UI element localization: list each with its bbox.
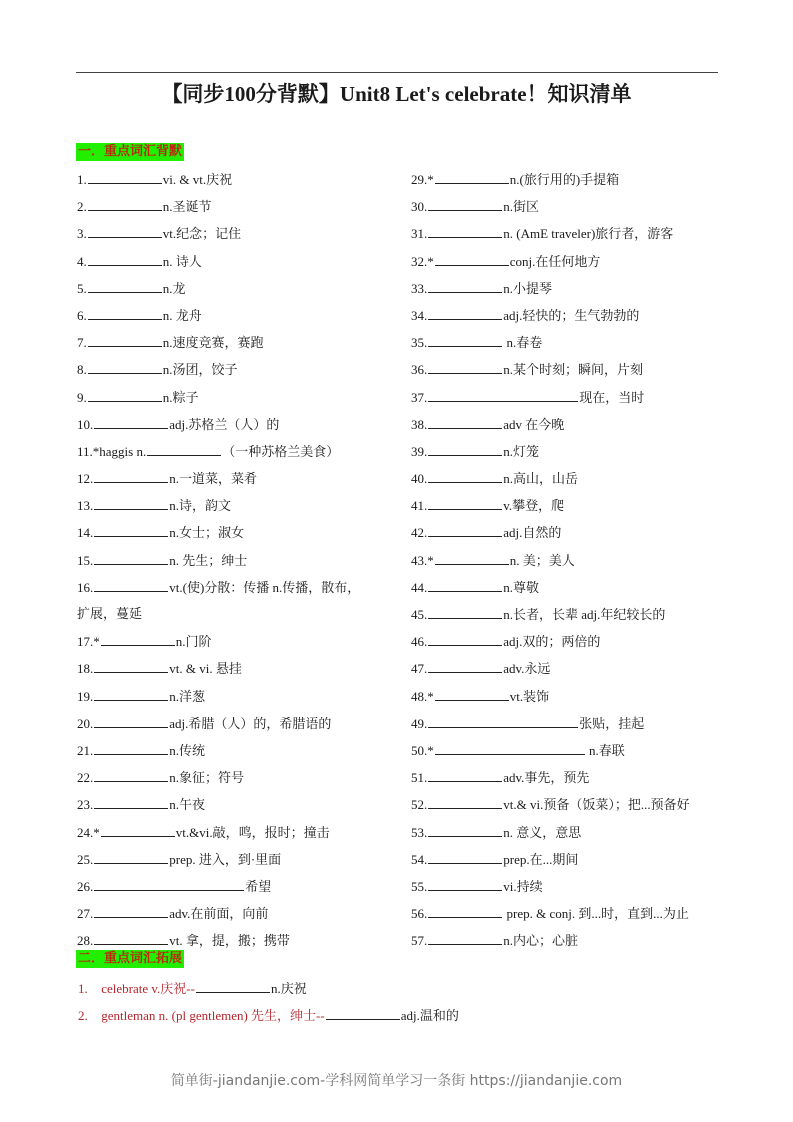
vocab-item <box>411 577 731 604</box>
item-definition: 扩展，蔓延 <box>77 606 143 621</box>
item-number: 47. <box>411 661 428 677</box>
vocab-item <box>77 169 397 196</box>
item-definition: n. 龙舟 <box>162 307 202 323</box>
item-number: 30. <box>411 199 428 215</box>
vocab-item <box>411 604 731 631</box>
item-definition: n.圣诞节 <box>162 199 212 215</box>
item-definition: n.粽子 <box>162 389 199 405</box>
answer-blank[interactable] <box>94 658 168 673</box>
item-number: 16. <box>77 579 94 595</box>
item-definition: n.内心；心脏 <box>503 933 579 949</box>
answer-blank[interactable] <box>428 522 502 537</box>
item-definition: n.高山，山岳 <box>503 471 579 487</box>
vocab-item <box>77 822 397 849</box>
vocab-item <box>77 414 397 441</box>
answer-blank[interactable] <box>428 441 502 456</box>
item-number: 35. <box>411 335 428 351</box>
header-rule <box>76 72 718 73</box>
item-definition: n.传统 <box>169 742 206 758</box>
vocab-item <box>411 822 731 849</box>
item-number: 50.* <box>411 742 434 758</box>
answer-blank[interactable] <box>94 930 168 945</box>
vocab-item <box>77 767 397 794</box>
vocab-item <box>411 794 731 821</box>
vocab-item <box>411 713 731 740</box>
answer-blank[interactable] <box>428 604 502 619</box>
vocab-item <box>411 332 731 359</box>
item-definition: adv 在今晚 <box>503 416 565 432</box>
answer-blank[interactable] <box>428 223 502 238</box>
item-definition: n.灯笼 <box>503 443 540 459</box>
item-definition: vt.(使)分散：传播 n.传播，散布， <box>169 579 361 595</box>
extension-number: 2. <box>78 1008 88 1023</box>
section-heading-vocab-extension: 二．重点词汇拓展 <box>78 951 183 966</box>
item-number: 46. <box>411 634 428 650</box>
answer-blank[interactable] <box>88 251 162 266</box>
item-number: 52. <box>411 797 428 813</box>
item-number: 10. <box>77 416 94 432</box>
answer-blank[interactable] <box>428 713 578 728</box>
item-definition: vt.&vi.敲，鸣，报时；撞击 <box>175 824 330 840</box>
answer-blank[interactable] <box>94 686 168 701</box>
answer-blank[interactable] <box>435 686 509 701</box>
answer-blank[interactable] <box>326 1005 400 1020</box>
vocab-item <box>411 387 731 414</box>
item-definition: 张贴，挂起 <box>579 715 645 731</box>
answer-blank[interactable] <box>428 767 502 782</box>
item-number: 36. <box>411 362 428 378</box>
vocab-item <box>411 930 731 957</box>
item-definition: n.尊敬 <box>503 579 540 595</box>
answer-blank[interactable] <box>94 414 168 429</box>
answer-blank[interactable] <box>196 978 270 993</box>
item-definition: n.汤团，饺子 <box>162 362 238 378</box>
answer-blank[interactable] <box>88 278 162 293</box>
vocab-item <box>77 305 397 332</box>
item-number: 43.* <box>411 552 434 568</box>
item-definition: n.诗，韵文 <box>169 498 232 514</box>
vocab-item <box>411 550 731 577</box>
answer-blank[interactable] <box>147 441 221 456</box>
item-definition: adj.双的；两倍的 <box>503 634 601 650</box>
item-definition: n.春卷 <box>503 335 543 351</box>
item-number: 54. <box>411 851 428 867</box>
item-definition: adv.在前面，向前 <box>169 906 269 922</box>
item-number: 44. <box>411 579 428 595</box>
answer-blank[interactable] <box>94 849 168 864</box>
vocab-item <box>411 849 731 876</box>
item-number: 51. <box>411 770 428 786</box>
vocab-item <box>411 169 731 196</box>
answer-blank[interactable] <box>94 876 244 891</box>
item-number: 26. <box>77 878 94 894</box>
item-number: 23. <box>77 797 94 813</box>
vocab-item <box>77 387 397 414</box>
item-number: 1. <box>77 172 87 187</box>
answer-blank[interactable] <box>428 332 502 347</box>
item-definition: n.门阶 <box>175 634 212 650</box>
item-number: 8. <box>77 362 87 378</box>
item-definition: adv.永远 <box>503 661 551 677</box>
answer-blank[interactable] <box>435 550 509 565</box>
item-number: 33. <box>411 280 428 296</box>
item-number: 49. <box>411 715 428 731</box>
item-definition: 希望 <box>245 878 272 894</box>
vocab-item <box>411 441 731 468</box>
item-number: 45. <box>411 607 428 622</box>
vocab-item <box>411 740 731 767</box>
item-definition: prep.在...期间 <box>503 851 579 867</box>
item-definition: n.午夜 <box>169 797 206 813</box>
item-number: 53. <box>411 824 428 840</box>
answer-blank[interactable] <box>428 278 502 293</box>
vocab-item <box>77 903 397 930</box>
item-definition: v.攀登，爬 <box>503 498 565 514</box>
item-number: 6. <box>77 307 87 323</box>
item-number: 48.* <box>411 688 434 704</box>
vocab-item <box>411 305 731 332</box>
answer-blank[interactable] <box>94 903 168 918</box>
item-number: 34. <box>411 307 428 323</box>
item-number: 37. <box>411 389 428 405</box>
item-definition: adj.苏格兰（人）的 <box>169 416 280 432</box>
vocab-item <box>411 223 731 250</box>
vocab-item <box>77 251 397 278</box>
item-definition: adj.自然的 <box>503 525 562 541</box>
extension-answer-def: n.庆祝 <box>270 981 307 996</box>
vocab-item <box>77 278 397 305</box>
vocab-item <box>411 631 731 658</box>
item-definition: vt.& vi.预备（饭菜）；把...预备好 <box>503 797 690 813</box>
item-number: 29.* <box>411 172 434 187</box>
answer-blank[interactable] <box>428 468 502 483</box>
answer-blank[interactable] <box>94 577 168 592</box>
item-number: 2. <box>77 199 87 215</box>
item-number: 27. <box>77 906 94 922</box>
extension-item-2 <box>78 1005 459 1024</box>
answer-blank[interactable] <box>88 169 162 184</box>
item-number: 28. <box>77 933 94 949</box>
item-definition: n. 先生；绅士 <box>169 552 248 568</box>
item-definition: adj.轻快的；生气勃勃的 <box>503 307 640 323</box>
vocab-item <box>411 468 731 495</box>
item-number: 57. <box>411 933 428 949</box>
item-number: 4. <box>77 253 87 269</box>
item-definition: n. 美；美人 <box>509 552 575 568</box>
item-definition: conj.在任何地方 <box>509 253 601 269</box>
item-number: 56. <box>411 906 428 922</box>
vocab-item <box>77 577 397 604</box>
item-definition: n.女士；淑女 <box>169 525 245 541</box>
answer-blank[interactable] <box>428 930 502 945</box>
answer-blank[interactable] <box>428 822 502 837</box>
answer-blank[interactable] <box>428 305 502 320</box>
item-number: 21. <box>77 742 94 758</box>
item-number: 39. <box>411 443 428 459</box>
answer-blank[interactable] <box>88 305 162 320</box>
item-definition: n.一道菜，菜肴 <box>169 471 258 487</box>
item-definition: 现在，当时 <box>579 389 645 405</box>
item-number: 18. <box>77 661 94 677</box>
item-definition: adj.希腊（人）的，希腊语的 <box>169 715 332 731</box>
answer-blank[interactable] <box>94 794 168 809</box>
item-number: 24.* <box>77 824 100 840</box>
answer-blank[interactable] <box>94 522 168 537</box>
vocab-item <box>77 658 397 685</box>
item-number: 9. <box>77 389 87 405</box>
item-definition: n.春联 <box>585 742 625 758</box>
vocab-item <box>77 522 397 549</box>
vocab-item <box>411 278 731 305</box>
item-definition: vt.纪念；记住 <box>162 226 242 242</box>
vocab-item <box>77 223 397 250</box>
vocab-item <box>411 495 731 522</box>
answer-blank[interactable] <box>428 849 502 864</box>
item-number: 11.*haggis n. <box>77 443 147 459</box>
vocab-item <box>77 794 397 821</box>
item-definition: vt. 拿，提，搬；携带 <box>169 933 290 949</box>
item-number: 40. <box>411 471 428 487</box>
extension-answer-def: adj.温和的 <box>400 1008 459 1023</box>
answer-blank[interactable] <box>101 631 175 646</box>
extension-prompt: gentleman n. (pl gentlemen) 先生，绅士-- <box>101 1008 325 1023</box>
vocab-item <box>77 359 397 386</box>
item-definition: prep. & conj. 到...时，直到...为止 <box>503 906 689 922</box>
answer-blank[interactable] <box>428 359 502 374</box>
answer-blank[interactable] <box>88 223 162 238</box>
item-definition: n. 诗人 <box>162 253 202 269</box>
answer-blank[interactable] <box>94 713 168 728</box>
vocab-item <box>411 767 731 794</box>
item-number: 20. <box>77 715 94 731</box>
answer-blank[interactable] <box>428 794 502 809</box>
vocab-item <box>77 441 397 468</box>
item-definition: n.速度竞赛，赛跑 <box>162 335 264 351</box>
vocab-item <box>77 550 397 577</box>
answer-blank[interactable] <box>435 251 509 266</box>
vocab-item <box>411 196 731 223</box>
item-number: 38. <box>411 416 428 432</box>
item-definition: adv.事先，预先 <box>503 770 590 786</box>
item-number: 42. <box>411 525 428 541</box>
answer-blank[interactable] <box>428 903 502 918</box>
item-definition: n.洋葱 <box>169 688 206 704</box>
item-number: 41. <box>411 498 428 514</box>
item-definition: n.长者，长辈 adj.年纪较长的 <box>503 607 666 622</box>
item-number: 7. <box>77 335 87 351</box>
item-definition: prep. 进入，到·里面 <box>169 851 282 867</box>
answer-blank[interactable] <box>88 332 162 347</box>
answer-blank[interactable] <box>94 767 168 782</box>
vocab-item <box>411 686 731 713</box>
item-definition: n.街区 <box>503 199 540 215</box>
item-number: 5. <box>77 280 87 296</box>
item-number: 13. <box>77 498 94 514</box>
answer-blank[interactable] <box>435 740 585 755</box>
item-definition: vi.持续 <box>503 878 543 894</box>
answer-blank[interactable] <box>428 196 502 211</box>
vocab-item <box>77 876 397 903</box>
item-definition: n. (AmE traveler)旅行者，游客 <box>503 226 674 242</box>
vocab-item <box>411 876 731 903</box>
item-definition: n.(旅行用的)手提箱 <box>509 172 620 187</box>
vocab-item <box>77 468 397 495</box>
answer-blank[interactable] <box>101 822 175 837</box>
vocab-column-right <box>411 169 731 957</box>
vocab-item <box>411 658 731 685</box>
vocab-item <box>77 495 397 522</box>
vocab-item <box>77 631 397 658</box>
answer-blank[interactable] <box>88 387 162 402</box>
answer-blank[interactable] <box>428 387 578 402</box>
item-number: 3. <box>77 226 87 242</box>
item-definition: n. 意义，意思 <box>503 824 582 840</box>
item-definition: vt. & vi. 悬挂 <box>169 661 242 677</box>
item-definition: vt.装饰 <box>509 688 550 704</box>
vocab-item <box>411 414 731 441</box>
answer-blank[interactable] <box>94 495 168 510</box>
item-number: 19. <box>77 688 94 704</box>
answer-blank[interactable] <box>94 468 168 483</box>
item-number: 22. <box>77 770 94 786</box>
item-definition: （一种苏格兰美食） <box>222 443 340 459</box>
item-number: 14. <box>77 525 94 541</box>
item-definition: n.小提琴 <box>503 280 553 296</box>
vocab-item <box>77 604 397 631</box>
section-heading-vocab-recall: 一．重点词汇背默 <box>78 144 183 159</box>
footer-watermark: 简单街-jiandanjie.com-学科网简单学习一条街 https://jiandanjie.com <box>170 1073 623 1089</box>
vocab-item <box>411 903 731 930</box>
extension-item-1 <box>78 978 307 997</box>
item-number: 31. <box>411 226 428 242</box>
answer-blank[interactable] <box>428 658 502 673</box>
item-number: 32.* <box>411 253 434 269</box>
answer-blank[interactable] <box>88 196 162 211</box>
vocab-column-left <box>77 169 397 957</box>
item-definition: n.龙 <box>162 280 186 296</box>
answer-blank[interactable] <box>428 577 502 592</box>
vocab-item <box>411 251 731 278</box>
item-number: 12. <box>77 471 94 487</box>
answer-blank[interactable] <box>88 359 162 374</box>
answer-blank[interactable] <box>428 631 502 646</box>
extension-number: 1. <box>78 981 88 996</box>
item-number: 15. <box>77 552 94 568</box>
answer-blank[interactable] <box>94 550 168 565</box>
extension-prompt: celebrate v.庆祝-- <box>101 981 195 996</box>
answer-blank[interactable] <box>428 414 502 429</box>
item-definition: vi. & vt.庆祝 <box>162 172 233 187</box>
item-number: 55. <box>411 878 428 894</box>
answer-blank[interactable] <box>428 495 502 510</box>
vocab-item <box>77 686 397 713</box>
answer-blank[interactable] <box>94 740 168 755</box>
answer-blank[interactable] <box>435 169 509 184</box>
vocab-item <box>77 332 397 359</box>
vocab-item <box>77 196 397 223</box>
vocab-item <box>77 740 397 767</box>
vocab-item <box>77 849 397 876</box>
item-definition: n.某个时刻；瞬间，片刻 <box>503 362 644 378</box>
item-number: 25. <box>77 851 94 867</box>
vocab-item <box>77 713 397 740</box>
vocab-item <box>411 522 731 549</box>
page-title: 【同步100分背默】Unit8 Let's celebrate！知识清单 <box>161 82 632 106</box>
vocab-item <box>411 359 731 386</box>
answer-blank[interactable] <box>428 876 502 891</box>
item-number: 17.* <box>77 634 100 650</box>
item-definition: n.象征；符号 <box>169 770 245 786</box>
